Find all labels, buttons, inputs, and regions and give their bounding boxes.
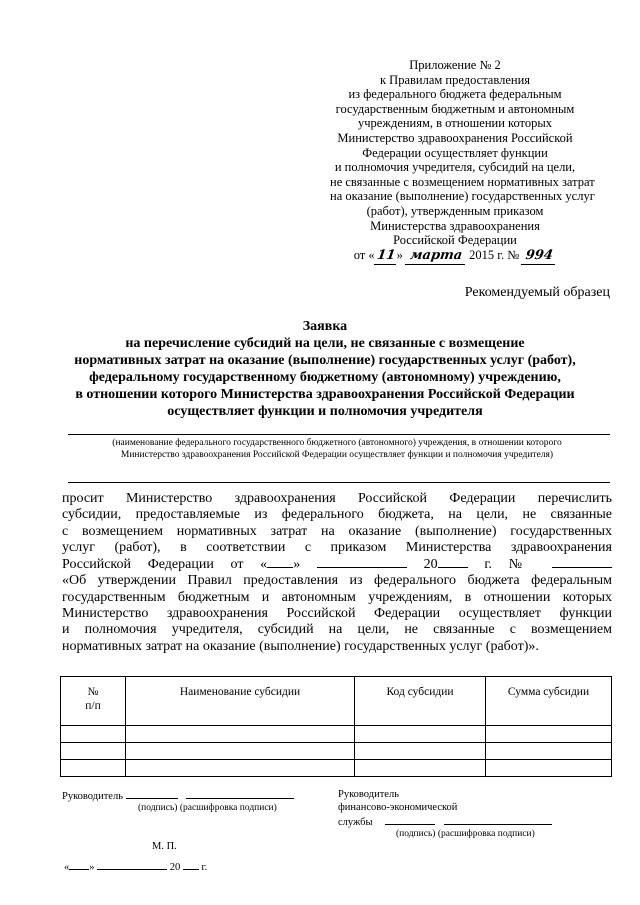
body-line: и полномочия учредителя, субсидий на цели, не связанные с возмещением (62, 622, 612, 638)
table-cell[interactable] (61, 743, 126, 760)
table-cell[interactable] (355, 760, 486, 777)
table-cell[interactable] (126, 760, 355, 777)
finance-signature-line[interactable] (385, 814, 435, 825)
request-body (62, 491, 612, 655)
appendix-line: Министерство здравоохранения Российской (337, 130, 573, 145)
date-day-blank[interactable] (69, 859, 89, 870)
approval-number-handwritten: 994 (521, 249, 557, 265)
order-number-prefix: г. № (484, 557, 536, 573)
caption-line: Министерство здравоохранения Российской Федерации осуществляет функции и полномочия учредителя) (120, 450, 554, 460)
finance-label-line-3: службы (338, 817, 373, 828)
approval-year: 2015 г. № (469, 247, 520, 262)
head-signature-line[interactable] (126, 788, 178, 799)
order-year-prefix: 20 (423, 557, 438, 573)
date-month-blank[interactable] (97, 859, 167, 870)
caption-line: (наименование федерального государственного бюджетного (автономного) учреждения, в отношении которого (112, 438, 562, 448)
order-month-blank[interactable] (317, 556, 407, 568)
date-open-quote: « (64, 862, 70, 873)
column-header-number: № п/п (61, 677, 126, 726)
date-year-blank[interactable] (183, 859, 199, 870)
body-line: просит Министерство здравоохранения Российской Федерации перечислить (62, 491, 612, 506)
appendix-line: к Правилам предоставления (379, 72, 531, 87)
finance-label-line-2: финансово-экономической (338, 802, 458, 813)
heading-line: осуществляет функции и полномочия учредителя (167, 404, 483, 419)
heading-line: на перечисление субсидий на цели, не связанные с возмещение (125, 336, 525, 351)
table-cell[interactable] (61, 760, 126, 777)
approval-mid: » (396, 247, 403, 262)
body-line: услуг (работ), в соответствии с приказом Министерства здравоохранения (62, 539, 612, 555)
column-header-subsidy-code: Код субсидии (355, 677, 486, 726)
document-heading (50, 318, 600, 420)
column-header-subsidy-name: Наименование субсидии (126, 677, 355, 726)
table-cell[interactable] (355, 726, 486, 743)
table-row (61, 743, 612, 760)
column-header-subsidy-amount: Сумма субсидии (486, 677, 612, 726)
institution-name-fill-line-2[interactable] (68, 482, 610, 483)
head-signature-caption: (подпись) (расшифровка подписи) (138, 803, 277, 813)
institution-name-fill-line[interactable] (68, 434, 610, 435)
institution-caption (62, 437, 612, 461)
approval-date-line (330, 248, 580, 265)
table-cell[interactable] (126, 726, 355, 743)
approval-day-handwritten: 11 (374, 249, 398, 265)
subsidies-table (60, 676, 612, 777)
body-line: Министерство здравоохранения Российской Федерации осуществляет функции (62, 606, 612, 622)
appendix-line: Федерации осуществляет функции (362, 145, 548, 160)
signature-date-line (64, 859, 207, 874)
appendix-line: на оказание (выполнение) государственных услуг (330, 189, 595, 204)
approval-prefix: от « (353, 247, 375, 262)
table-cell[interactable] (61, 726, 126, 743)
heading-title: Заявка (302, 319, 348, 334)
appendix-line: (работ), утвержденным приказом (366, 203, 544, 218)
date-year-prefix: 20 (169, 862, 181, 873)
heading-line: нормативных затрат на оказание (выполнение) государственных услуг (работ), (74, 353, 576, 368)
date-close-quote: » (89, 862, 95, 873)
table-header-row (61, 677, 612, 726)
head-signature-block (62, 788, 294, 803)
appendix-line: государственным бюджетным и автономным (335, 101, 575, 116)
heading-line: федеральному государственному бюджетному (автономному) учреждению, (89, 370, 561, 385)
table-row (61, 726, 612, 743)
order-date-quote: » (293, 557, 301, 573)
finance-name-line[interactable] (444, 814, 552, 825)
appendix-line: не связанные с возмещением нормативных затрат (330, 174, 595, 189)
table-cell[interactable] (486, 760, 612, 777)
approval-month-handwritten: марта (405, 249, 467, 265)
body-line: «Об утверждении Правил предоставления из федерального бюджета федеральным (62, 573, 612, 589)
table-cell[interactable] (126, 743, 355, 760)
order-day-blank[interactable] (267, 556, 293, 568)
appendix-line: Министерства здравоохранения (370, 218, 540, 233)
order-number-blank[interactable] (552, 556, 612, 568)
order-year-blank[interactable] (438, 556, 468, 568)
finance-signature-caption: (подпись) (расшифровка подписи) (396, 829, 535, 839)
order-date-prefix: Российской Федерации от « (62, 557, 268, 573)
table-row (61, 760, 612, 777)
recommended-sample-label: Рекомендуемый образец (464, 285, 610, 300)
appendix-block (330, 58, 595, 264)
head-signature-label: Руководитель (62, 791, 123, 802)
stamp-placeholder: М. П. (152, 841, 177, 852)
appendix-line: из федерального бюджета федеральным (348, 87, 562, 102)
head-name-line[interactable] (186, 788, 294, 799)
body-line: нормативных затрат на оказание (выполнение) государственных услуг (работ)». (62, 638, 539, 654)
table-cell[interactable] (355, 743, 486, 760)
appendix-line: учреждениям, в отношении которых (357, 116, 553, 131)
body-line: субсидии, предоставляемые из федерального бюджета, на цели, не связанные (62, 507, 612, 523)
finance-signature-block (338, 788, 552, 829)
appendix-line: и полномочия учредителя, субсидий на цели, (334, 160, 576, 175)
body-line: с возмещением нормативных затрат на оказание (выполнение) государственных (62, 523, 612, 539)
finance-label-line-3-wrap (338, 814, 552, 829)
body-line-order-date (62, 556, 612, 573)
table-cell[interactable] (486, 743, 612, 760)
finance-label-line-1: Руководитель (338, 789, 399, 800)
heading-line: в отношении которого Министерства здравоохранения Российской Федерации (75, 387, 575, 402)
body-line: государственным бюджетным и автономным учреждениям, в отношении которых (62, 589, 612, 605)
table-cell[interactable] (486, 726, 612, 743)
appendix-line: Приложение № 2 (409, 58, 501, 72)
date-year-suffix: г. (201, 862, 208, 873)
appendix-line: Российской Федерации (393, 233, 517, 248)
